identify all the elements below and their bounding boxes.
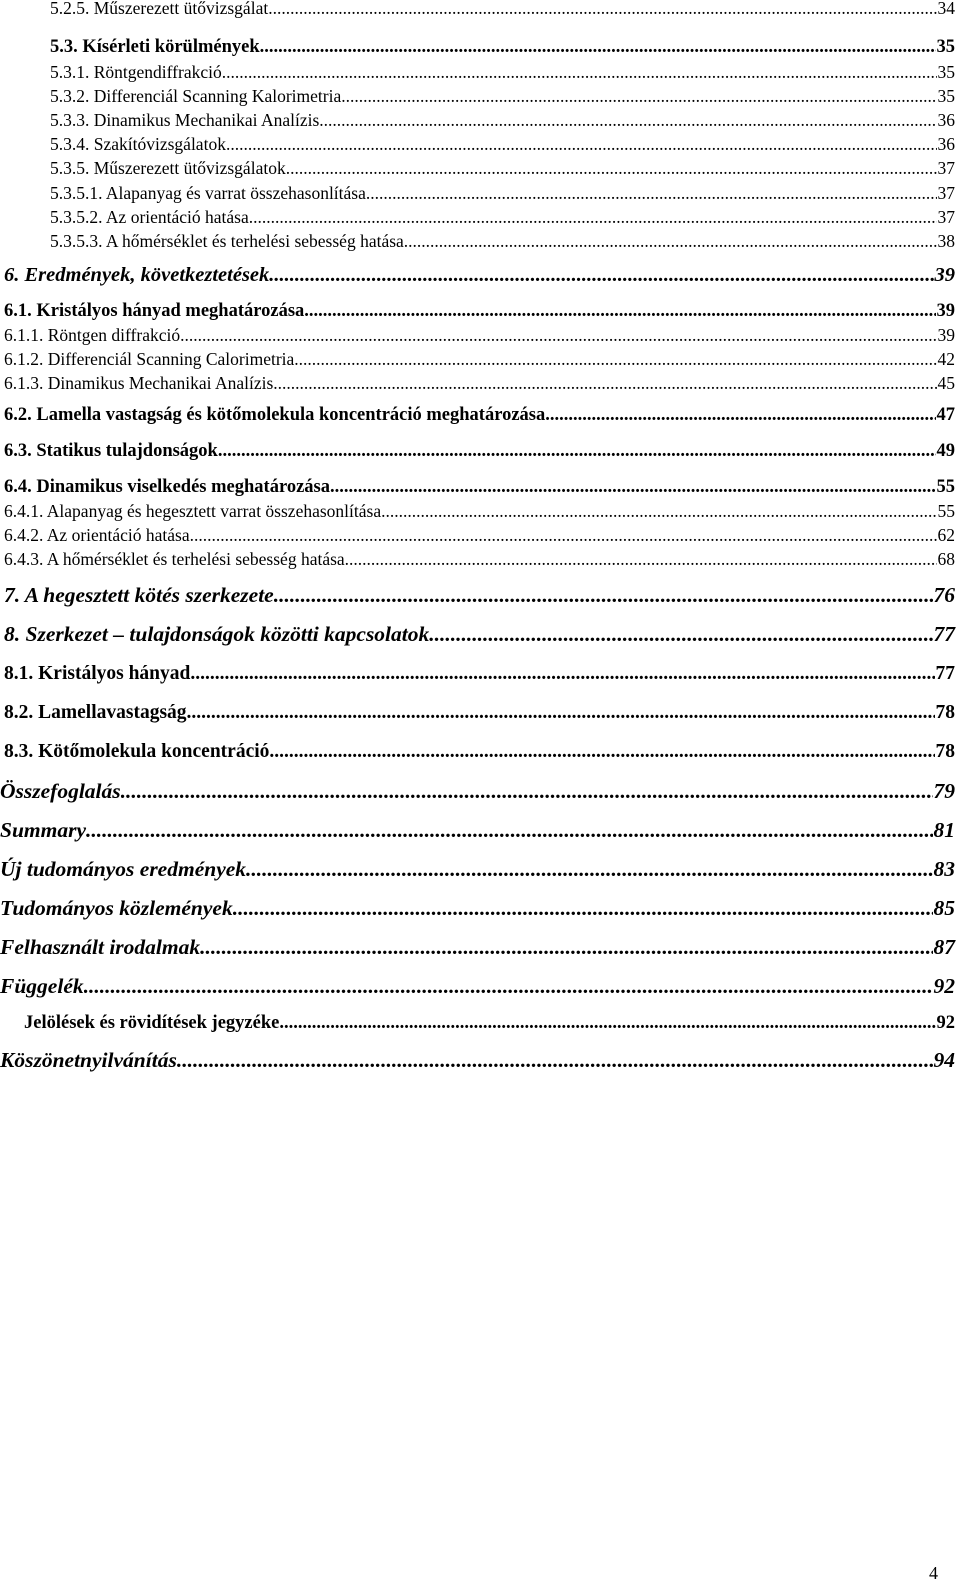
toc-dot-leader	[200, 937, 932, 959]
toc-entry-label: 5.3.3. Dinamikus Mechanikai Analízis	[50, 110, 320, 130]
toc-dot-leader	[279, 1014, 935, 1033]
toc-entry-page: 55	[936, 477, 955, 497]
toc-dot-leader	[226, 136, 937, 154]
toc-entry[interactable]	[4, 406, 955, 425]
toc-entry-label: Összefoglalás	[0, 779, 121, 803]
toc-dot-leader	[190, 527, 937, 545]
toc-entry-page: 76	[933, 583, 955, 607]
toc-entry-page: 78	[935, 702, 955, 723]
toc-entry-page: 39	[934, 264, 955, 286]
toc-entry-page: 92	[936, 1013, 955, 1033]
toc-entry[interactable]	[50, 136, 955, 154]
toc-entry-label: Köszönetnyilvánítás	[0, 1048, 177, 1072]
toc-dot-leader	[269, 742, 934, 762]
toc-entry-chapter[interactable]	[0, 976, 955, 998]
toc-entry[interactable]	[4, 442, 955, 461]
toc-entry-label: 6.3. Statikus tulajdonságok	[4, 441, 218, 461]
toc-entry-label: 5.3. Kísérleti körülmények	[50, 37, 260, 57]
toc-entry-page: 92	[933, 974, 955, 998]
toc-dot-leader	[190, 664, 934, 684]
toc-dot-leader	[273, 375, 936, 393]
toc-entry[interactable]	[50, 64, 955, 82]
toc-entry-page: 38	[937, 231, 955, 251]
toc-entry-label: 5.2.5. Műszerezett ütővizsgálat	[50, 0, 269, 18]
toc-entry[interactable]	[4, 527, 955, 545]
toc-dot-leader	[294, 351, 936, 369]
toc-entry[interactable]	[4, 478, 955, 497]
toc-dot-leader	[233, 898, 933, 920]
toc-entry[interactable]	[4, 351, 955, 369]
toc-entry-label: 5.3.4. Szakítóvizsgálatok	[50, 134, 226, 154]
toc-entry-page: 78	[935, 741, 955, 762]
toc-dot-leader	[341, 88, 936, 106]
toc-entry[interactable]	[4, 703, 955, 723]
toc-dot-leader	[366, 185, 937, 203]
toc-entry-label: 5.3.5.1. Alapanyag és varrat összehasonlítása	[50, 183, 366, 203]
toc-entry-label: 8. Szerkezet – tulajdonságok közötti kapcsolatok	[4, 622, 430, 646]
toc-entry-label: 6.4.1. Alapanyag és hegesztett varrat összehasonlítása	[4, 501, 382, 521]
page-number: 4	[929, 1563, 938, 1583]
toc-entry[interactable]	[4, 742, 955, 762]
toc-entry[interactable]	[50, 112, 955, 130]
toc-entry-page: 79	[933, 779, 955, 803]
toc-dot-leader	[286, 160, 937, 178]
toc-entry-label: 5.3.5.3. A hőmérséklet és terhelési sebesség hatása	[50, 231, 404, 251]
toc-entry-page: 77	[933, 622, 955, 646]
toc-dot-leader	[222, 64, 937, 82]
toc-entry-page: 49	[936, 441, 955, 461]
toc-entry-page: 36	[937, 110, 955, 130]
toc-dot-leader	[545, 406, 935, 425]
toc-entry-label: Tudományos közlemények	[0, 896, 233, 920]
toc-dot-leader	[218, 442, 936, 461]
toc-entry-page: 39	[937, 325, 955, 345]
toc-entry-page: 94	[933, 1048, 955, 1072]
toc-entry[interactable]	[50, 38, 955, 57]
toc-dot-leader	[180, 327, 936, 345]
toc-entry-label: 5.3.5. Műszerezett ütővizsgálatok	[50, 158, 286, 178]
toc-entry-page: 35	[937, 62, 955, 82]
toc-entry-page: 37	[937, 183, 955, 203]
toc-dot-leader	[86, 820, 932, 842]
toc-dot-leader	[304, 302, 935, 321]
toc-entry-label: Függelék	[0, 974, 84, 998]
toc-entry-label: 8.2. Lamellavastagság	[4, 702, 187, 723]
toc-entry[interactable]	[50, 233, 955, 251]
toc-entry-chapter[interactable]	[0, 781, 955, 803]
toc-dot-leader	[274, 585, 933, 607]
toc-entry-page: 39	[936, 301, 955, 321]
toc-entry[interactable]	[4, 503, 955, 521]
toc-entry-chapter[interactable]	[0, 937, 955, 959]
toc-dot-leader	[246, 859, 932, 881]
toc-entry-page: 36	[937, 134, 955, 154]
toc-entry[interactable]	[50, 0, 955, 18]
toc-entry-chapter[interactable]	[0, 859, 955, 881]
toc-entry-label: 5.3.5.2. Az orientáció hatása	[50, 207, 249, 227]
toc-entry-page: 81	[933, 818, 955, 842]
toc-entry-label: 6.4.3. A hőmérséklet és terhelési sebesség hatása	[4, 549, 345, 569]
toc-entry[interactable]	[50, 88, 955, 106]
toc-dot-leader	[345, 551, 937, 569]
toc-entry-label: 8.3. Kötőmolekula koncentráció	[4, 741, 270, 762]
toc-entry-page: 62	[937, 525, 955, 545]
toc-entry-label: Új tudományos eredmények	[0, 857, 247, 881]
toc-entry[interactable]	[4, 375, 955, 393]
toc-entry-page: 85	[933, 896, 955, 920]
toc-entry-label: 6.4. Dinamikus viselkedés meghatározása	[4, 477, 330, 497]
toc-entry-label: Felhasznált irodalmak	[0, 935, 201, 959]
toc-dot-leader	[121, 781, 933, 803]
toc-dot-leader	[260, 38, 936, 57]
toc-entry-page: 83	[933, 857, 955, 881]
toc-entry-chapter[interactable]	[0, 820, 955, 842]
toc-entry[interactable]	[4, 664, 955, 684]
toc-entry[interactable]	[4, 302, 955, 321]
toc-dot-leader	[404, 233, 937, 251]
toc-entry-page: 42	[937, 349, 955, 369]
toc-dot-leader	[429, 624, 932, 646]
toc-entry[interactable]	[24, 1014, 955, 1033]
toc-entry[interactable]	[50, 209, 955, 227]
toc-entry-label: 6.2. Lamella vastagság és kötőmolekula koncentráció meghatározása	[4, 405, 546, 425]
toc-dot-leader	[177, 1050, 933, 1072]
toc-entry-label: 6. Eredmények, következtetések	[4, 264, 270, 286]
toc-entry-page: 87	[933, 935, 955, 959]
toc-entry-label: 5.3.1. Röntgendiffrakció	[50, 62, 222, 82]
toc-dot-leader	[187, 703, 935, 723]
toc-entry-label: Jelölések és rövidítések jegyzéke	[24, 1013, 280, 1033]
toc-entry-label: 6.1.3. Dinamikus Mechanikai Analízis	[4, 373, 274, 393]
toc-entry-page: 35	[936, 37, 955, 57]
toc-entry-label: Summary	[0, 818, 87, 842]
toc-dot-leader	[268, 0, 936, 18]
toc-entry-page: 45	[937, 373, 955, 393]
toc-dot-leader	[249, 209, 937, 227]
toc-entry-chapter[interactable]	[0, 898, 955, 920]
toc-entry-chapter[interactable]	[4, 585, 955, 607]
toc-dot-leader	[319, 112, 936, 130]
toc-entry-label: 8.1. Kristályos hányad	[4, 663, 191, 684]
toc-entry[interactable]	[50, 160, 955, 178]
toc-entry-label: 7. A hegesztett kötés szerkezete	[4, 583, 274, 607]
toc-dot-leader	[84, 976, 933, 998]
toc-entry[interactable]	[4, 551, 955, 569]
toc-entry-page: 77	[935, 663, 955, 684]
toc-entry-chapter[interactable]	[4, 624, 955, 646]
toc-entry-chapter[interactable]	[0, 1050, 955, 1072]
toc-entry-page: 37	[937, 158, 955, 178]
toc-entry-chapter[interactable]	[4, 265, 955, 286]
toc-dot-leader	[330, 478, 936, 497]
toc-entry-label: 6.4.2. Az orientáció hatása	[4, 525, 190, 545]
toc-dot-leader	[381, 503, 936, 521]
toc-entry-label: 6.1.1. Röntgen diffrakció	[4, 325, 181, 345]
toc-entry-label: 5.3.2. Differenciál Scanning Kalorimetria	[50, 86, 342, 106]
toc-entry-page: 47	[936, 405, 955, 425]
toc-entry[interactable]	[4, 327, 955, 345]
toc-entry-page: 34	[937, 0, 955, 18]
toc-entry[interactable]	[50, 185, 955, 203]
toc-entry-page: 55	[937, 501, 955, 521]
toc-entry-label: 6.1. Kristályos hányad meghatározása	[4, 301, 305, 321]
toc-entry-page: 37	[937, 207, 955, 227]
toc-dot-leader	[269, 265, 933, 286]
toc-entry-label: 6.1.2. Differenciál Scanning Calorimetria	[4, 349, 295, 369]
toc-entry-page: 35	[937, 86, 955, 106]
toc-entry-page: 68	[937, 549, 955, 569]
